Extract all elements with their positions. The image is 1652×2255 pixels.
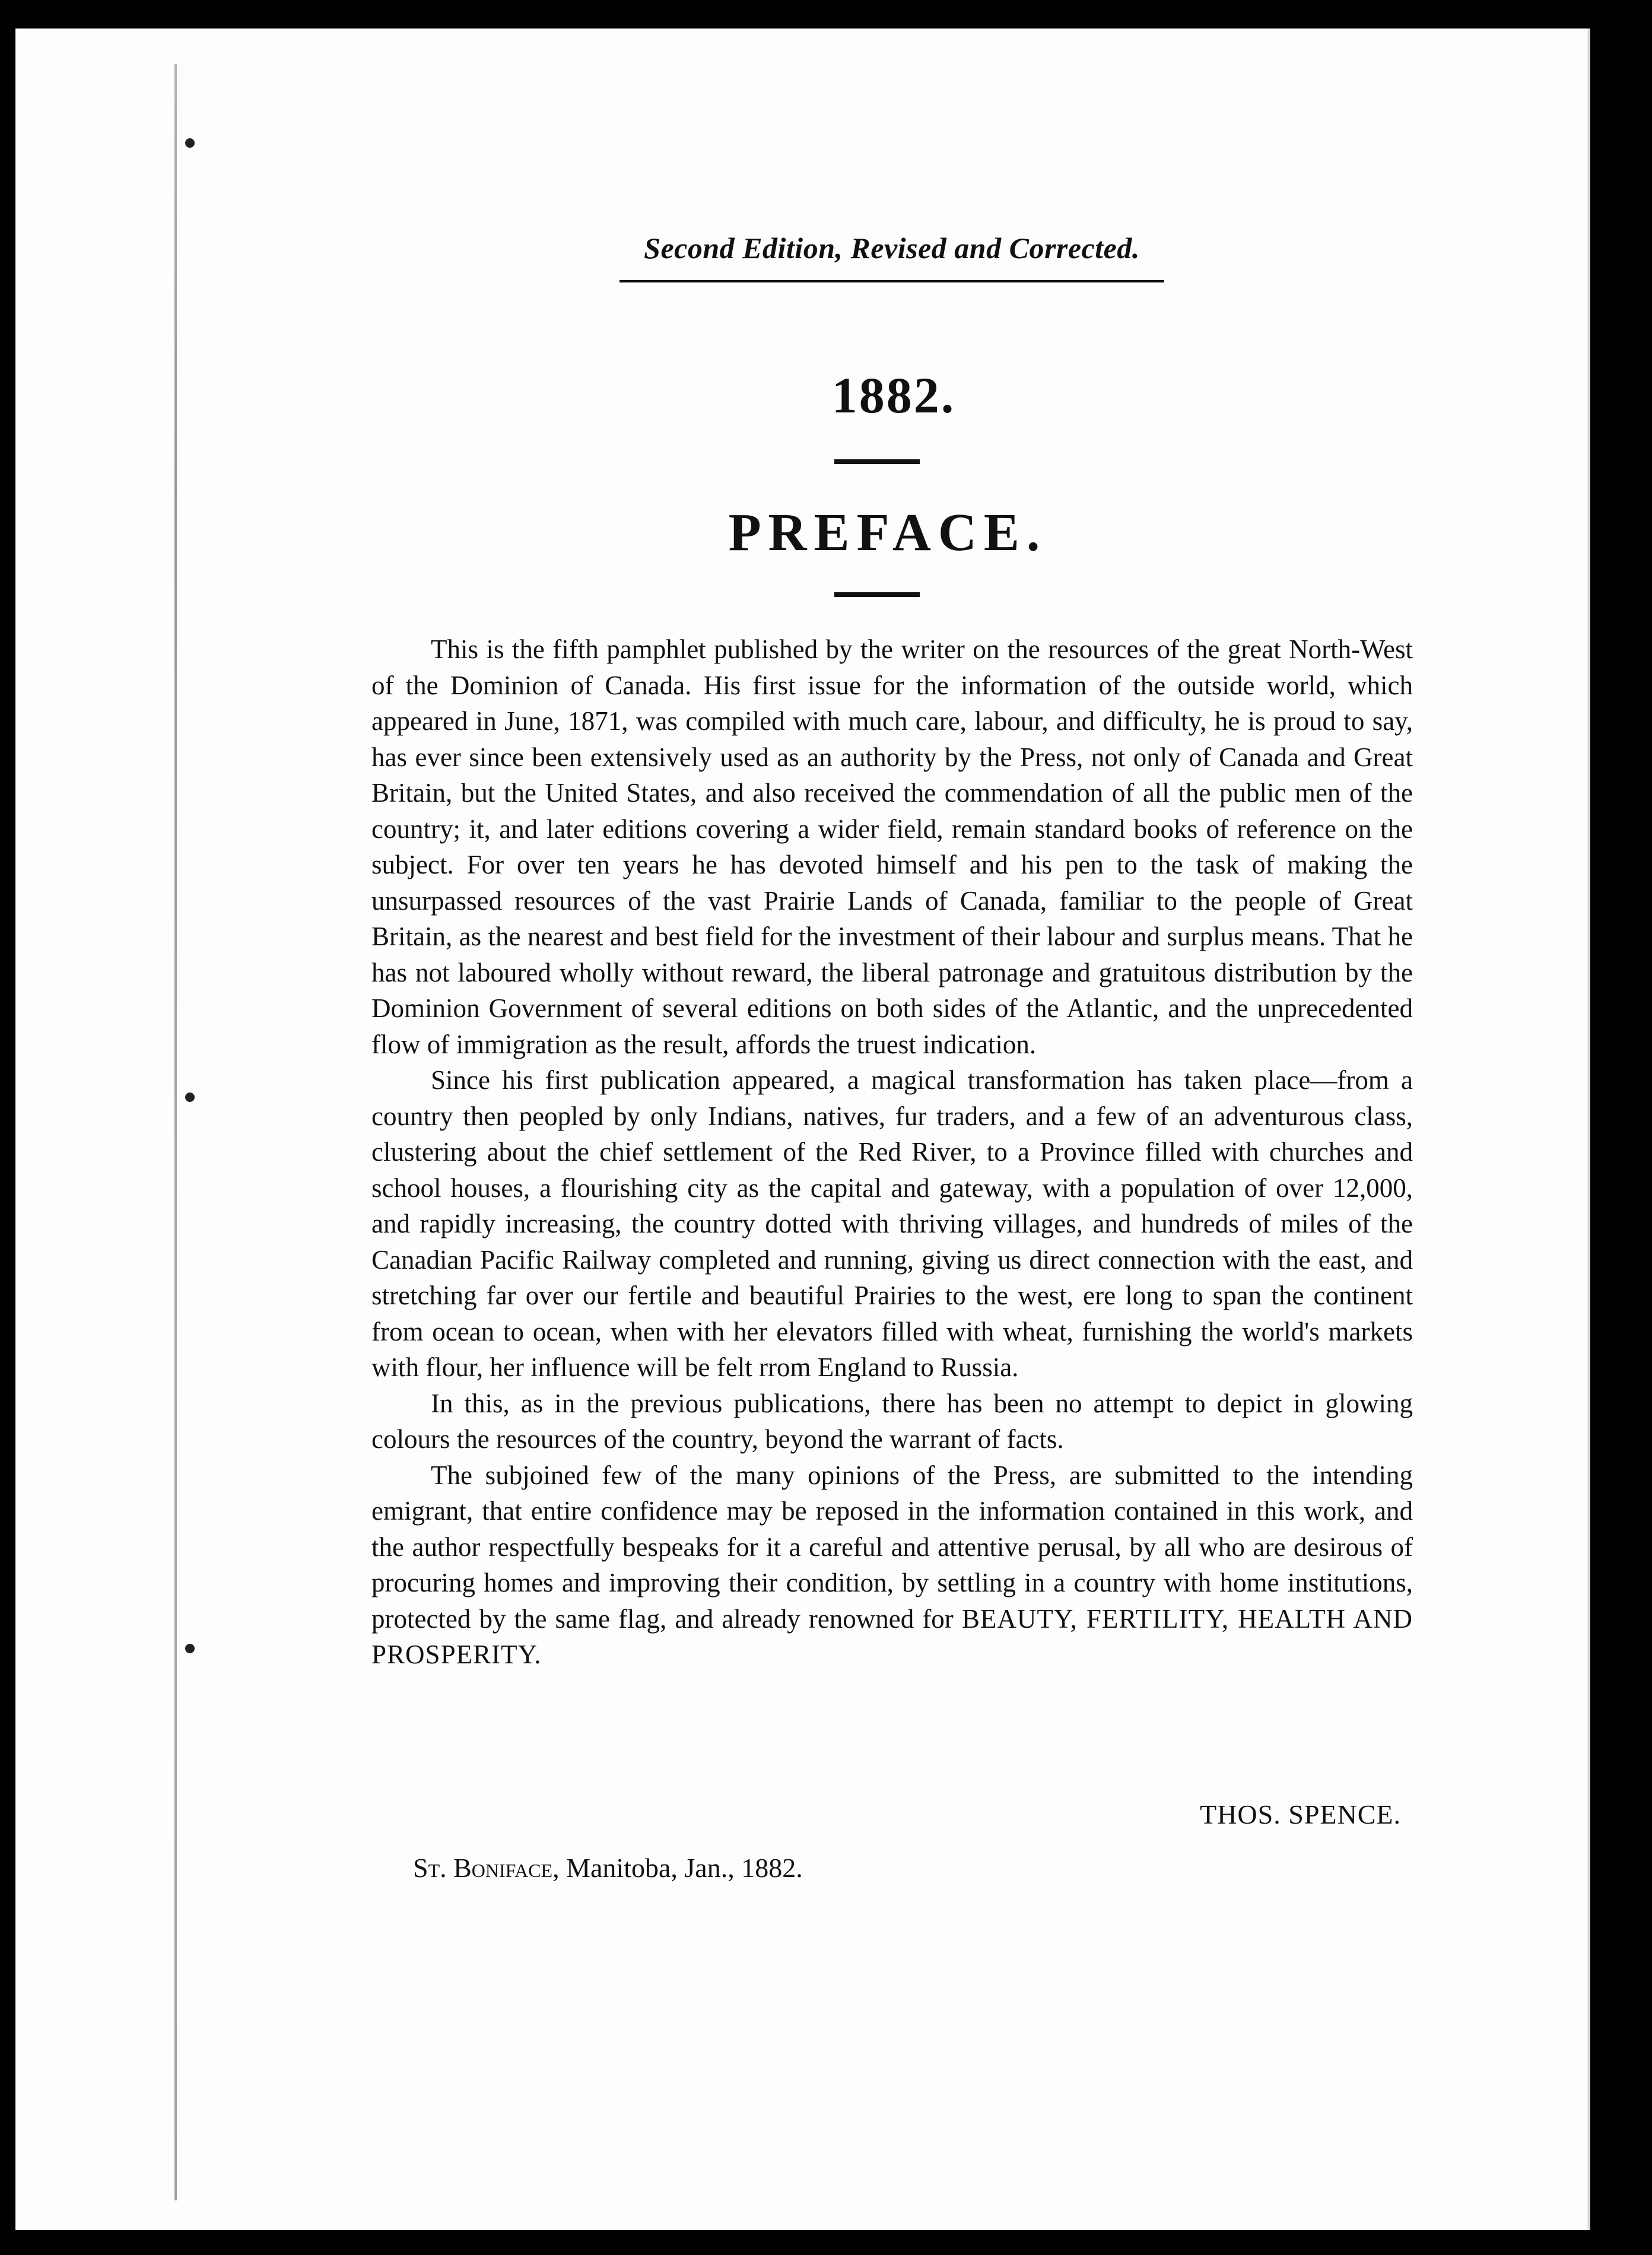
binding-mark — [185, 1644, 195, 1653]
preface-title: PREFACE. — [728, 503, 1047, 562]
place-and-date-line — [413, 1854, 947, 1882]
binding-gutter-line — [174, 64, 177, 2200]
preface-paragraph: This is the fifth pamphlet published by the writer on the resources of the great North-West of the Dominion of Canada. His first issue for the information of the outside world, which appeared in June, 1871, was compiled with much care, labour, and difficulty, he is proud to say, has ever since been extensively used as an authority by the Press, not only of Canada and Great Britain, but the United States, and also received the commendation of all the public men of the country; it, and later editions covering a wider field, remain standard books of reference on the subject. For over ten years he has devoted himself and his pen to the task of making the unsurpassed resources of the vast Prairie Lands of Canada, familiar to the people of Great Britain, as the nearest and best field for the investment of their labour and surplus means. That he has not laboured wholly without reward, the liberal patronage and gratuitous distribution by the Dominion Government of several editions on both sides of the Atlantic, and the unprecedented flow of immigration as the result, affords the truest indication. — [371, 634, 1413, 1059]
edition-heading: Second Edition, Revised and Corrected. — [644, 231, 1140, 265]
binding-mark — [185, 1092, 195, 1102]
date-text: , Manitoba, Jan., 1882. — [552, 1853, 803, 1883]
publication-year: 1882. — [831, 367, 956, 424]
preface-paragraph: Since his first publication appeared, a magical transformation has taken place—from a country then peopled by only Indians, natives, fur traders, and a few of an adventurous class, clustering about the chief settlement of the Red River, to a Province filled with churches and school houses, a flourishing city as the capital and gateway, with a population of over 12,000, and rapidly increasing, the country dotted with thriving villages, and hundreds of miles of the Canadian Pacific Railway completed and running, giving us direct connection with the east, and stretching far over our fertile and beautiful Prairies to the west, ere long to span the continent from ocean to ocean, when with her elevators filled with wheat, furnishing the world's markets with flour, her influence will be felt rrom England to Russia. — [371, 1065, 1413, 1382]
author-signature: THOS. SPENCE. — [1200, 1799, 1401, 1830]
preface-paragraph: In this, as in the previous publications, there has been no attempt to depict in glowing colours the resources of the country, beyond the warrant of facts. — [371, 1388, 1413, 1454]
edition-underline — [620, 280, 1164, 282]
document-page — [15, 28, 1590, 2230]
preface-paragraph — [371, 1457, 1413, 1673]
binding-mark — [185, 138, 195, 148]
final-paragraph-text: The subjoined few of the many opinions of the Press, are submitted to the intending emigrant, that entire confidence may be reposed in the information contained in this work, and the author respectfully bespeaks for it a careful and attentive perusal, by all who are desirous of procuring homes and improving their condition, by settling in a country with home institutions, protected by the same flag, and already renowned for — [371, 1460, 1413, 1634]
preface-body — [371, 631, 1413, 1673]
closing-small-caps-phrase: BEAUTY, FERTILITY, HEALTH AND PROSPERITY. — [371, 1603, 1413, 1669]
title-rule-bottom — [834, 592, 920, 597]
place-name: St. Boniface — [413, 1853, 553, 1883]
title-rule-top — [834, 459, 920, 464]
